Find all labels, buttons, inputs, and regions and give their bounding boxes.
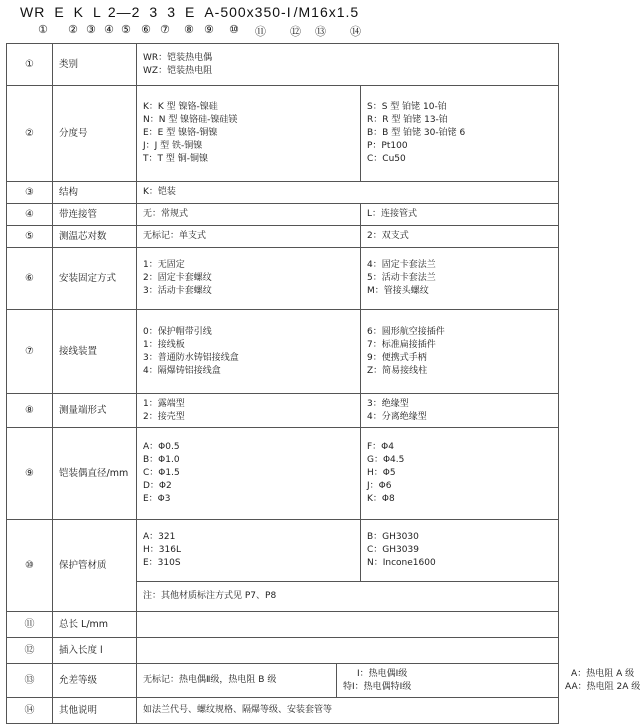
option-text: C：GH3039 bbox=[367, 545, 419, 555]
row-name: 测温芯对数 bbox=[53, 226, 137, 248]
option-text: WZ：铠装热电阻 bbox=[143, 65, 213, 76]
position-marker: ⑥ bbox=[141, 23, 151, 36]
position-marker: ⑪ bbox=[255, 25, 266, 38]
table-row bbox=[7, 226, 559, 248]
row-name: 分度号 bbox=[53, 86, 137, 182]
row-number: ⑫ bbox=[7, 638, 53, 664]
row-content-left bbox=[137, 204, 361, 226]
option-text: H：316L bbox=[143, 545, 181, 555]
option-text: D：Φ2 bbox=[143, 481, 172, 491]
row-content-right bbox=[361, 310, 559, 394]
option-text: A：Φ0.5 bbox=[143, 442, 180, 452]
table-row bbox=[7, 638, 559, 664]
position-marker: ③ bbox=[86, 23, 96, 36]
row-content bbox=[137, 182, 559, 204]
option-text: G：Φ4.5 bbox=[367, 455, 405, 465]
row-content-right bbox=[361, 204, 559, 226]
row-content-mid bbox=[337, 664, 559, 698]
position-marker: ⑬ bbox=[315, 25, 326, 38]
row-content-left bbox=[137, 310, 361, 394]
table-row bbox=[7, 428, 559, 520]
row-content-right bbox=[361, 226, 559, 248]
option-text: 9：便携式手柄 bbox=[367, 352, 427, 363]
row-number: ⑤ bbox=[7, 226, 53, 248]
option-text: N：Incone1600 bbox=[367, 558, 436, 568]
option-text: M：管接头螺纹 bbox=[367, 286, 429, 296]
option-text: WR：铠装热电偶 bbox=[143, 52, 213, 63]
table-row bbox=[7, 204, 559, 226]
row-name: 带连接管 bbox=[53, 204, 137, 226]
code-part: 3 bbox=[149, 4, 159, 20]
table-row bbox=[7, 394, 559, 428]
option-text: 4：固定卡套法兰 bbox=[367, 260, 436, 270]
table-row bbox=[7, 182, 559, 204]
row-content-left bbox=[137, 248, 361, 310]
option-text: 5：活动卡套法兰 bbox=[367, 273, 436, 283]
option-text: J：J 型 铁-铜镍 bbox=[143, 141, 203, 151]
row-number: ② bbox=[7, 86, 53, 182]
option-text: 1：露端型 bbox=[143, 398, 185, 409]
row-number: ③ bbox=[7, 182, 53, 204]
row-number: ⑬ bbox=[7, 664, 53, 698]
option-text: 4：隔爆铸铝接线盒 bbox=[143, 365, 221, 376]
position-marker: ⑦ bbox=[160, 23, 170, 36]
option-text: 无标记：热电偶Ⅱ级，热电阻 B 级 bbox=[143, 675, 277, 685]
row-number: ⑩ bbox=[7, 520, 53, 612]
option-text: B：B 型 铂铑 30-铂铑 6 bbox=[367, 128, 466, 138]
position-marker: ⑨ bbox=[204, 23, 214, 36]
row-name: 结构 bbox=[53, 182, 137, 204]
option-text: K：铠装 bbox=[143, 187, 176, 197]
table-row bbox=[7, 612, 559, 638]
row-content-left bbox=[137, 226, 361, 248]
option-text: H：Φ5 bbox=[367, 468, 396, 478]
option-text: C：Cu50 bbox=[367, 154, 406, 164]
row-number: ⑥ bbox=[7, 248, 53, 310]
option-text: B：Φ1.0 bbox=[143, 455, 180, 465]
option-text: A：热电阻 A 级 bbox=[571, 668, 635, 679]
option-text: C：Φ1.5 bbox=[143, 468, 180, 478]
option-text: L：连接管式 bbox=[367, 209, 418, 219]
code-part: L bbox=[93, 4, 102, 20]
position-marker: ⑩ bbox=[229, 23, 239, 36]
table-row: ⑬ 允差等级 无标记：热电偶Ⅱ级，热电阻 B 级 Ⅰ：热电偶Ⅰ级 特Ⅰ：热电偶特Ⅰ级 A：热电阻 A 级 AA：热电阻 2A 级 bbox=[7, 664, 559, 698]
option-text: F：Φ4 bbox=[367, 442, 394, 452]
row-note: 注：其他材质标注方式见 P7、P8 bbox=[137, 582, 559, 612]
table-row bbox=[7, 520, 559, 582]
option-text: 2：固定卡套螺纹 bbox=[143, 273, 212, 283]
model-code bbox=[20, 4, 359, 20]
option-text: E：E 型 镍铬-铜镍 bbox=[143, 128, 218, 138]
row-number: ① bbox=[7, 44, 53, 86]
position-marker: ① bbox=[38, 23, 48, 36]
row-number: ④ bbox=[7, 204, 53, 226]
row-name: 保护管材质 bbox=[53, 520, 137, 612]
option-text: 3：活动卡套螺纹 bbox=[143, 286, 212, 296]
option-text: J：Φ6 bbox=[367, 481, 392, 491]
position-marker: ⑭ bbox=[350, 25, 361, 38]
option-text: K：Φ8 bbox=[367, 494, 395, 504]
code-part: I bbox=[286, 4, 292, 20]
option-text: K：K 型 镍铬-镍硅 bbox=[143, 102, 218, 112]
row-content-left bbox=[137, 394, 361, 428]
option-text: S：S 型 铂铑 10-铂 bbox=[367, 102, 447, 112]
row-name: 总长 L/mm bbox=[53, 612, 137, 638]
option-text: 如法兰代号、螺纹规格、隔爆等级、安装套管等 bbox=[143, 705, 333, 715]
code-part: /M16x1.5 bbox=[293, 4, 360, 20]
row-name: 类别 bbox=[53, 44, 137, 86]
option-text: 0：保护帽带引线 bbox=[143, 326, 212, 337]
row-number: ⑧ bbox=[7, 394, 53, 428]
row-content-right bbox=[361, 520, 559, 582]
row-content bbox=[137, 698, 559, 724]
row-name: 安装固定方式 bbox=[53, 248, 137, 310]
code-part: 3 bbox=[167, 4, 176, 20]
position-marker: ⑧ bbox=[184, 23, 194, 36]
row-name: 插入长度 l bbox=[53, 638, 137, 664]
row-number: ⑪ bbox=[7, 612, 53, 638]
row-name: 测量端形式 bbox=[53, 394, 137, 428]
row-content bbox=[137, 638, 559, 664]
code-part: 2—2 bbox=[107, 4, 141, 20]
position-marker: ② bbox=[68, 23, 78, 36]
table-row bbox=[7, 698, 559, 724]
option-text: 1：接线板 bbox=[143, 339, 185, 350]
code-part: A-500x350- bbox=[204, 4, 287, 20]
table-row bbox=[7, 44, 559, 86]
row-content-right bbox=[361, 248, 559, 310]
code-part: E bbox=[54, 4, 65, 20]
option-text: 无标记：单支式 bbox=[143, 231, 207, 241]
code-part: WR bbox=[20, 4, 46, 20]
row-name: 接线装置 bbox=[53, 310, 137, 394]
option-text: 3：普通防水铸铝接线盒 bbox=[143, 352, 239, 363]
option-text: B：GH3030 bbox=[367, 532, 419, 542]
option-text: N：N 型 镍铬硅-镍硅镁 bbox=[143, 115, 238, 125]
table-row bbox=[7, 310, 559, 394]
option-text: 6：圆形航空接插件 bbox=[367, 326, 445, 337]
option-text: A：321 bbox=[143, 532, 176, 542]
position-marker: ④ bbox=[104, 23, 114, 36]
option-text: 1：无固定 bbox=[143, 260, 185, 270]
code-part: K bbox=[73, 4, 85, 20]
option-text: T：T 型 铜-铜镍 bbox=[143, 154, 208, 164]
row-content-left bbox=[137, 428, 361, 520]
option-text: 2：双支式 bbox=[367, 231, 409, 241]
row-name: 其他说明 bbox=[53, 698, 137, 724]
row-number: ⑭ bbox=[7, 698, 53, 724]
option-text: E：310S bbox=[143, 558, 181, 568]
row-content-left bbox=[137, 520, 361, 582]
option-text: 特Ⅰ：热电偶特Ⅰ级 bbox=[343, 681, 412, 692]
table-row bbox=[7, 86, 559, 182]
option-text: Ⅰ：热电偶Ⅰ级 bbox=[357, 668, 408, 679]
option-text: P：Pt100 bbox=[367, 141, 408, 151]
row-content-right bbox=[361, 86, 559, 182]
option-text: 7：标准扁接插件 bbox=[367, 339, 436, 350]
row-content-right bbox=[361, 394, 559, 428]
row-content bbox=[137, 612, 559, 638]
row-name: 允差等级 bbox=[53, 664, 137, 698]
option-text: 4：分离绝缘型 bbox=[367, 411, 427, 422]
model-code-header bbox=[0, 0, 565, 44]
code-part: E bbox=[184, 4, 196, 20]
row-content-left bbox=[137, 664, 337, 698]
table-row bbox=[7, 248, 559, 310]
option-text: 2：接壳型 bbox=[143, 411, 185, 422]
row-content-left bbox=[137, 86, 361, 182]
row-content-right bbox=[361, 428, 559, 520]
option-text: 3：绝缘型 bbox=[367, 398, 409, 409]
row-content bbox=[137, 44, 559, 86]
option-text: R：R 型 铂铑 13-铂 bbox=[367, 115, 448, 125]
row-number: ⑨ bbox=[7, 428, 53, 520]
spec-table bbox=[6, 43, 640, 724]
option-text: Z：简易接线柱 bbox=[367, 365, 428, 376]
row-number: ⑦ bbox=[7, 310, 53, 394]
option-text: 无：常规式 bbox=[143, 209, 189, 219]
row-name: 铠装偶直径/mm bbox=[53, 428, 137, 520]
position-marker: ⑫ bbox=[290, 25, 301, 38]
option-text: E：Φ3 bbox=[143, 494, 171, 504]
position-marker: ⑤ bbox=[121, 23, 131, 36]
